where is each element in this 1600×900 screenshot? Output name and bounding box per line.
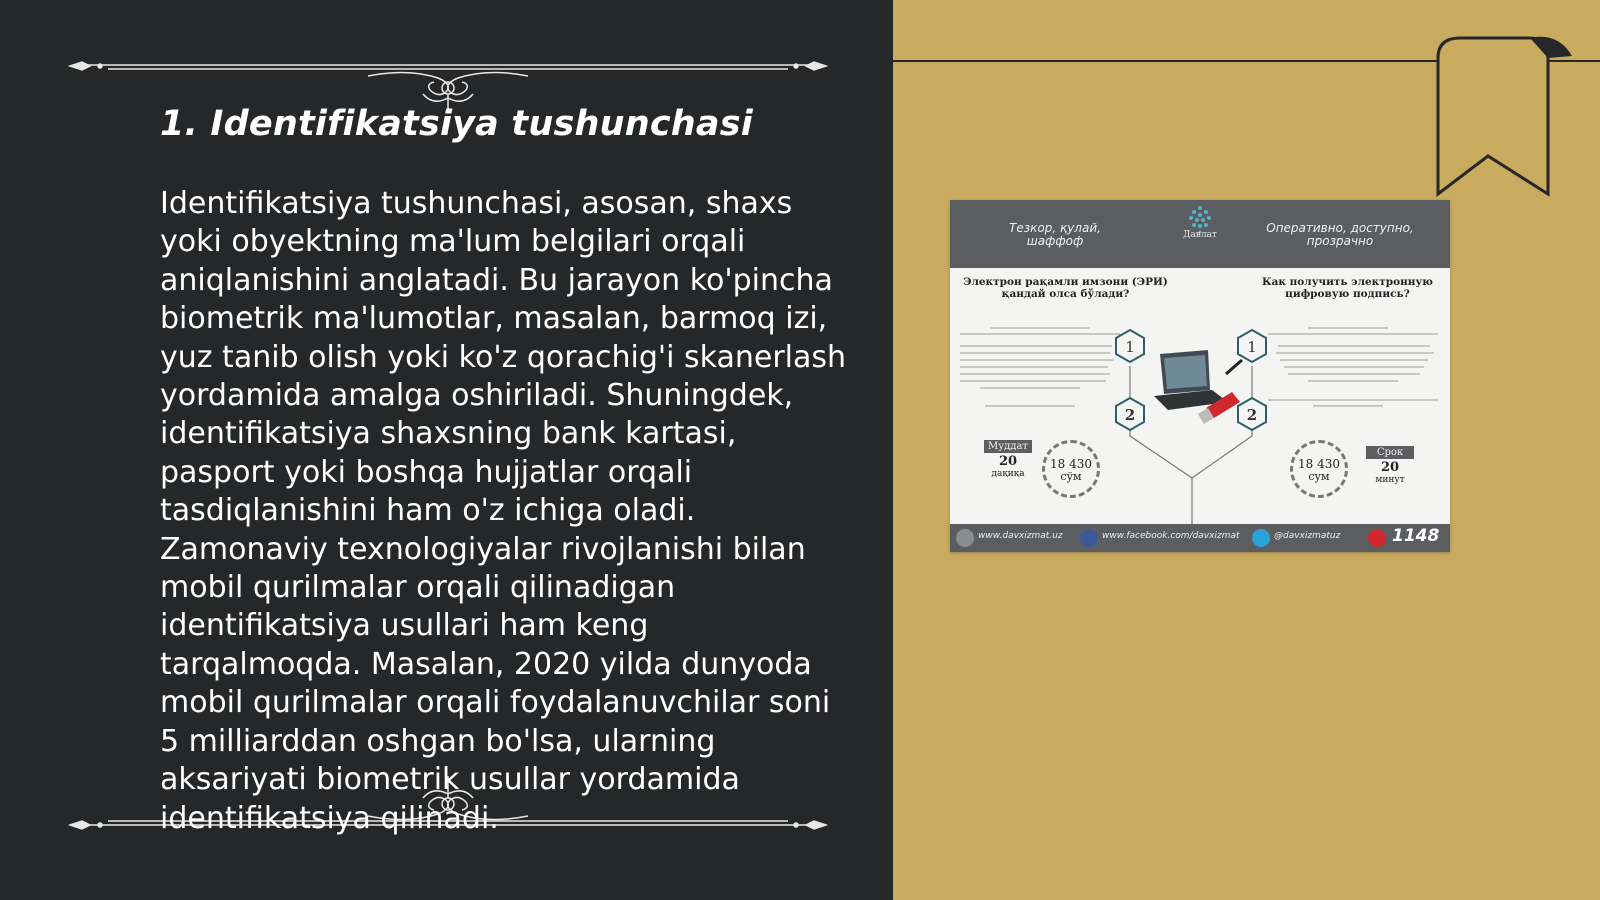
right-duration-calendar xyxy=(1366,446,1414,485)
slide-body-text: Identifikatsiya tushunchasi, asosan, shaxs yoki obyektning ma'lum belgilari orqali aniqlanishini anglatadi. Bu jarayon ko'pincha biometrik ma'lumotlar, masalan, barmoq izi, yuz tanib olish yoki ko'z qorachig'i skanerlash yordamida amalga oshiriladi. Shuningdek, identifikatsiya shaxsning bank kartasi, pasport yoki boshqa hujjatlar orqali tasdiqlanishini ham o'z ichiga oladi. Zamonaviy texnologiyalar rivojlanishi bilan mobil qurilmalar orqali qilinadigan identifikatsiya usullari ham keng tarqalmoqda. Masalan, 2020 yilda dunyoda mobil qurilmalar orqali foydalanuvchilar soni 5 milliarddan oshgan bo'lsa, ularning aksariyati biometrik usullar yordamida identifikatsiya qilinadi. xyxy=(160,186,847,836)
laptop-icon xyxy=(1154,350,1228,410)
right-price-circle xyxy=(1290,440,1348,498)
header-right-slogan: Оперативно, доступно, прозрачно xyxy=(1266,221,1414,248)
step-1-left-label: 1 xyxy=(1125,338,1135,356)
left-description-lines xyxy=(960,322,1120,412)
left-price-unit: сўм xyxy=(1060,470,1082,483)
step-1-right-label: 1 xyxy=(1247,338,1257,356)
telegram-icon xyxy=(1252,529,1270,547)
left-duration-unit: дақиқа xyxy=(991,469,1025,479)
phone-icon xyxy=(1368,529,1386,547)
left-duration-calendar xyxy=(984,440,1032,479)
pen-icon xyxy=(1226,360,1242,374)
footer-phone-number: 1148 xyxy=(1392,526,1440,546)
right-duration-value: 20 xyxy=(1380,460,1400,475)
globe-icon xyxy=(956,529,974,547)
right-duration-label: Срок xyxy=(1366,446,1414,459)
footer-facebook: www.facebook.com/davxizmat xyxy=(1102,531,1240,541)
brand-name: Давлат xyxy=(1183,230,1217,240)
facebook-icon xyxy=(1080,529,1098,547)
right-duration-unit: минут xyxy=(1375,475,1405,485)
left-price-circle xyxy=(1042,440,1100,498)
header-left-slogan: Тезкор, қулай, шаффоф xyxy=(1009,221,1101,248)
question-right: Как получить электронную цифровую подпись? xyxy=(1262,276,1433,300)
ribbon-bookmark-icon xyxy=(1430,36,1580,206)
footer-telegram: @davxizmatuz xyxy=(1274,531,1341,541)
right-description-lines xyxy=(1268,322,1438,412)
right-price-value: 18 430 xyxy=(1298,457,1340,471)
right-price-unit: сум xyxy=(1308,470,1330,483)
left-duration-label: Муддат xyxy=(984,440,1032,453)
step-2-right-label: 2 xyxy=(1246,406,1258,424)
question-left: Электрон рақамли имзони (ЭРИ) қандай олса бўлади? xyxy=(963,276,1168,300)
infographic-footer xyxy=(950,524,1450,552)
e-signature-infographic xyxy=(950,200,1450,552)
step-2-left-label: 2 xyxy=(1124,406,1136,424)
infographic-header xyxy=(950,200,1450,268)
footer-website: www.davxizmat.uz xyxy=(978,531,1063,541)
slide-title: 1. Identifikatsiya tushunchasi xyxy=(160,104,753,144)
laptop-token-graphic xyxy=(1110,328,1290,524)
left-duration-value: 20 xyxy=(998,454,1018,469)
left-price-value: 18 430 xyxy=(1050,457,1092,471)
